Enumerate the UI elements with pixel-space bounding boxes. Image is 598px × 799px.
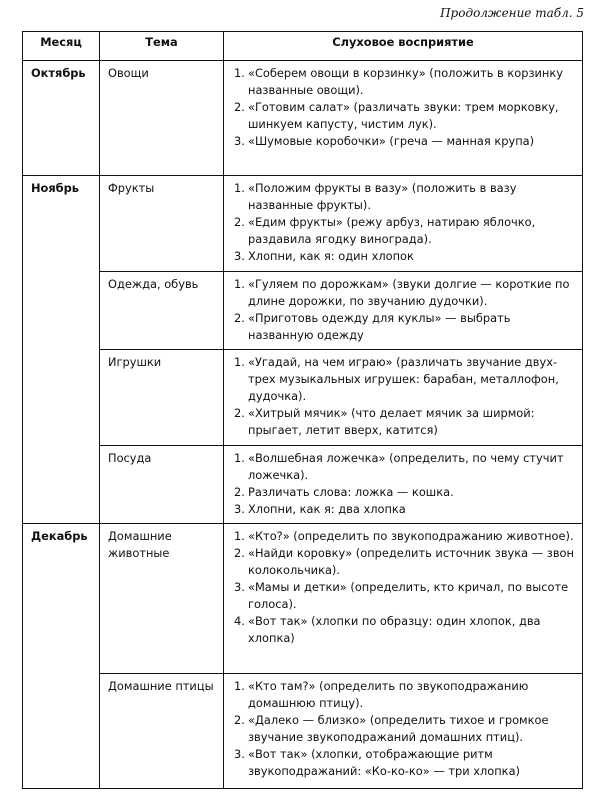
activities-cell: [224, 61, 583, 176]
theme-cell: Домашние птицы: [100, 674, 224, 789]
table-row: [23, 446, 583, 524]
activities-cell: [224, 446, 583, 524]
list-item: 2. «Едим фрукты» (режу арбуз, натираю яблочко, раздавила ягодку винограда).: [234, 215, 536, 246]
list-item: 1. «Кто там?» (определить по звукоподражанию домашнюю птицу).: [234, 679, 529, 710]
list-item: 2. «Готовим салат» (различать звуки: трем морковку, шинкуем капусту, чистим лук).: [234, 100, 559, 131]
table-row: [23, 176, 583, 272]
list-item: 2. «Найди коровку» (определить источник звука — звон колокольчика).: [234, 546, 574, 577]
list-item: 1. «Соберем овощи в корзинку» (положить в корзинку названные овощи).: [234, 66, 563, 97]
month-cell: Октябрь: [23, 61, 100, 176]
theme-cell: Одежда, обувь: [100, 272, 224, 350]
theme-cell: Домашние животные: [100, 524, 224, 674]
theme-cell: Овощи: [100, 61, 224, 176]
table-row: [23, 272, 583, 350]
table-row: [23, 524, 583, 674]
table-row: [23, 674, 583, 789]
activities-cell: [224, 524, 583, 674]
list-item: 1. «Гуляем по дорожкам» (звуки долгие — короткие по длине дорожки, по звучанию дудочки).: [234, 277, 570, 308]
list-item: 1. «Угадай, на чем играю» (различать звучание двух-трех музыкальных игрушек: барабан, металлофон, дудочка).: [234, 355, 559, 403]
auditory-perception-table: [22, 31, 583, 789]
activities-cell: [224, 272, 583, 350]
list-item: 2. «Хитрый мячик» (что делает мячик за ширмой: прыгает, летит вверх, катится): [234, 406, 535, 437]
table-header-row: [23, 32, 583, 61]
header-month: Месяц: [23, 32, 100, 61]
list-item: 1. «Волшебная ложечка» (определить, по чему стучит ложечка).: [234, 451, 564, 482]
list-item: 2. «Далеко — близко» (определить тихое и громкое звучание звукоподражаний домашних птиц).: [234, 713, 549, 744]
table-row: [23, 350, 583, 446]
list-item: 1. «Кто?» (определить по звукоподражанию животное).: [234, 529, 574, 543]
theme-cell: Игрушки: [100, 350, 224, 446]
list-item: 3. Хлопни, как я: два хлопка: [234, 502, 406, 516]
theme-cell: Посуда: [100, 446, 224, 524]
month-cell: Декабрь: [23, 524, 100, 789]
list-item: 3. «Шумовые коробочки» (греча — манная крупа): [234, 134, 535, 148]
theme-cell: Фрукты: [100, 176, 224, 272]
list-item: 3. Хлопни, как я: один хлопок: [234, 249, 414, 263]
list-item: 3. «Мамы и детки» (определить, кто кричал, по высоте голоса).: [234, 580, 569, 611]
list-item: 4. «Вот так» (хлопки по образцу: один хлопок, два хлопка): [234, 614, 541, 645]
list-item: 1. «Положим фрукты в вазу» (положить в вазу названные фрукты).: [234, 181, 517, 212]
header-theme: Тема: [100, 32, 224, 61]
activities-cell: [224, 176, 583, 272]
activities-cell: [224, 674, 583, 789]
list-item: 2. Различать слова: ложка — кошка.: [234, 485, 454, 499]
list-item: 3. «Вот так» (хлопки, отображающие ритм звукоподражаний: «Ко-ко-ко» — три хлопка): [234, 747, 520, 778]
activities-cell: [224, 350, 583, 446]
month-cell: Ноябрь: [23, 176, 100, 524]
list-item: 2. «Приготовь одежду для куклы» — выбрать названную одежду: [234, 311, 511, 342]
header-perception: Слуховое восприятие: [224, 32, 583, 61]
table-row: [23, 61, 583, 176]
table-caption: Продолжение табл. 5: [440, 6, 584, 20]
